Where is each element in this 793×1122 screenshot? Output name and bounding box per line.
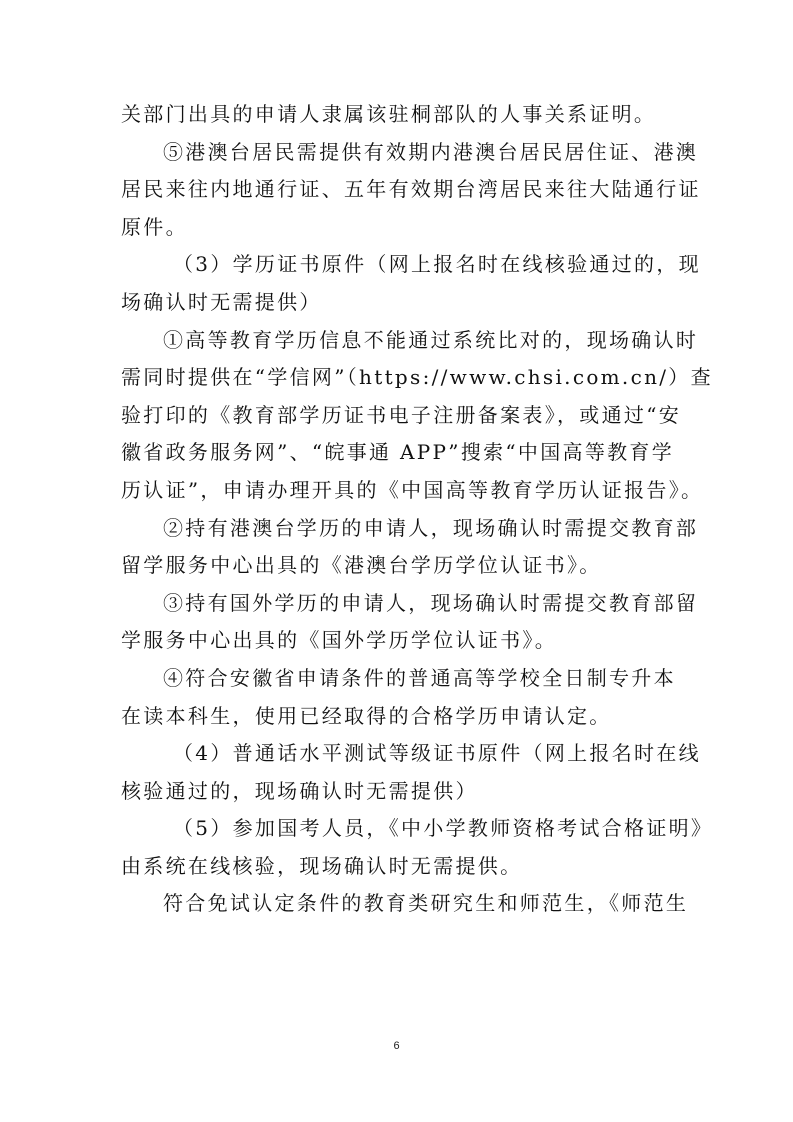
paragraph-continuation xyxy=(121,96,683,134)
text-line: ①高等教育学历信息不能通过系统比对的，现场确认时 xyxy=(163,327,699,352)
text-line: 由系统在线核验，现场确认时无需提供。 xyxy=(121,853,523,878)
paragraph-exemption xyxy=(121,885,689,923)
text-line: ④符合安徽省申请条件的普通高等学校全日制专升本 xyxy=(163,665,676,690)
text-line: 验打印的《教育部学历证书电子注册备案表》，或通过“安 xyxy=(121,402,682,427)
paragraph-item-4 xyxy=(121,660,683,735)
document-body xyxy=(121,96,714,923)
text-line: ⑤港澳台居民需提供有效期内港澳台居民居住证、港澳 xyxy=(163,139,699,164)
paragraph-item-2 xyxy=(121,510,699,585)
paragraph-section-3 xyxy=(121,246,701,321)
text-line: 关部门出具的申请人隶属该驻桐部队的人事关系证明。 xyxy=(121,102,657,126)
text-line: 在读本科生，使用已经取得的合格学历申请认定。 xyxy=(121,703,612,728)
text-line: 历认证”，申请办理开具的《中国高等教育学历认证报告》。 xyxy=(121,477,704,502)
text-line: （5）参加国考人员，《中小学教师资格考试合格证明》 xyxy=(173,816,714,841)
text-line: ②持有港澳台学历的申请人，现场确认时需提交教育部 xyxy=(163,515,699,540)
paragraph-section-5 xyxy=(121,810,714,885)
text-line: 留学服务中心出具的《港澳台学历学位认证书》。 xyxy=(121,553,602,578)
page-number: 6 xyxy=(393,1040,400,1052)
paragraph-section-4 xyxy=(121,735,701,810)
text-line: 核验通过的，现场确认时无需提供） xyxy=(121,778,478,803)
text-line: 居民来往内地通行证、五年有效期台湾居民来往大陆通行证 xyxy=(121,177,701,202)
text-line: ③持有国外学历的申请人，现场确认时需提交教育部留 xyxy=(163,590,699,615)
paragraph-item-5 xyxy=(121,134,701,247)
paragraph-item-1 xyxy=(121,322,713,510)
text-line: 原件。 xyxy=(121,214,188,239)
paragraph-item-3 xyxy=(121,585,699,660)
text-line: 场确认时无需提供） xyxy=(121,289,322,314)
text-line: （3）学历证书原件（网上报名时在线核验通过的，现 xyxy=(173,252,701,277)
text-line: 徽省政务服务网”、“皖事通 APP”搜索“中国高等教育学 xyxy=(121,440,675,465)
text-line: 需同时提供在“学信网”（https://www.chsi.com.cn/）查 xyxy=(121,365,713,390)
text-line: （4）普通话水平测试等级证书原件（网上报名时在线 xyxy=(173,741,701,766)
text-line: 学服务中心出具的《国外学历学位认证书》。 xyxy=(121,628,557,653)
text-line: 符合免试认定条件的教育类研究生和师范生，《师范生 xyxy=(163,891,689,916)
